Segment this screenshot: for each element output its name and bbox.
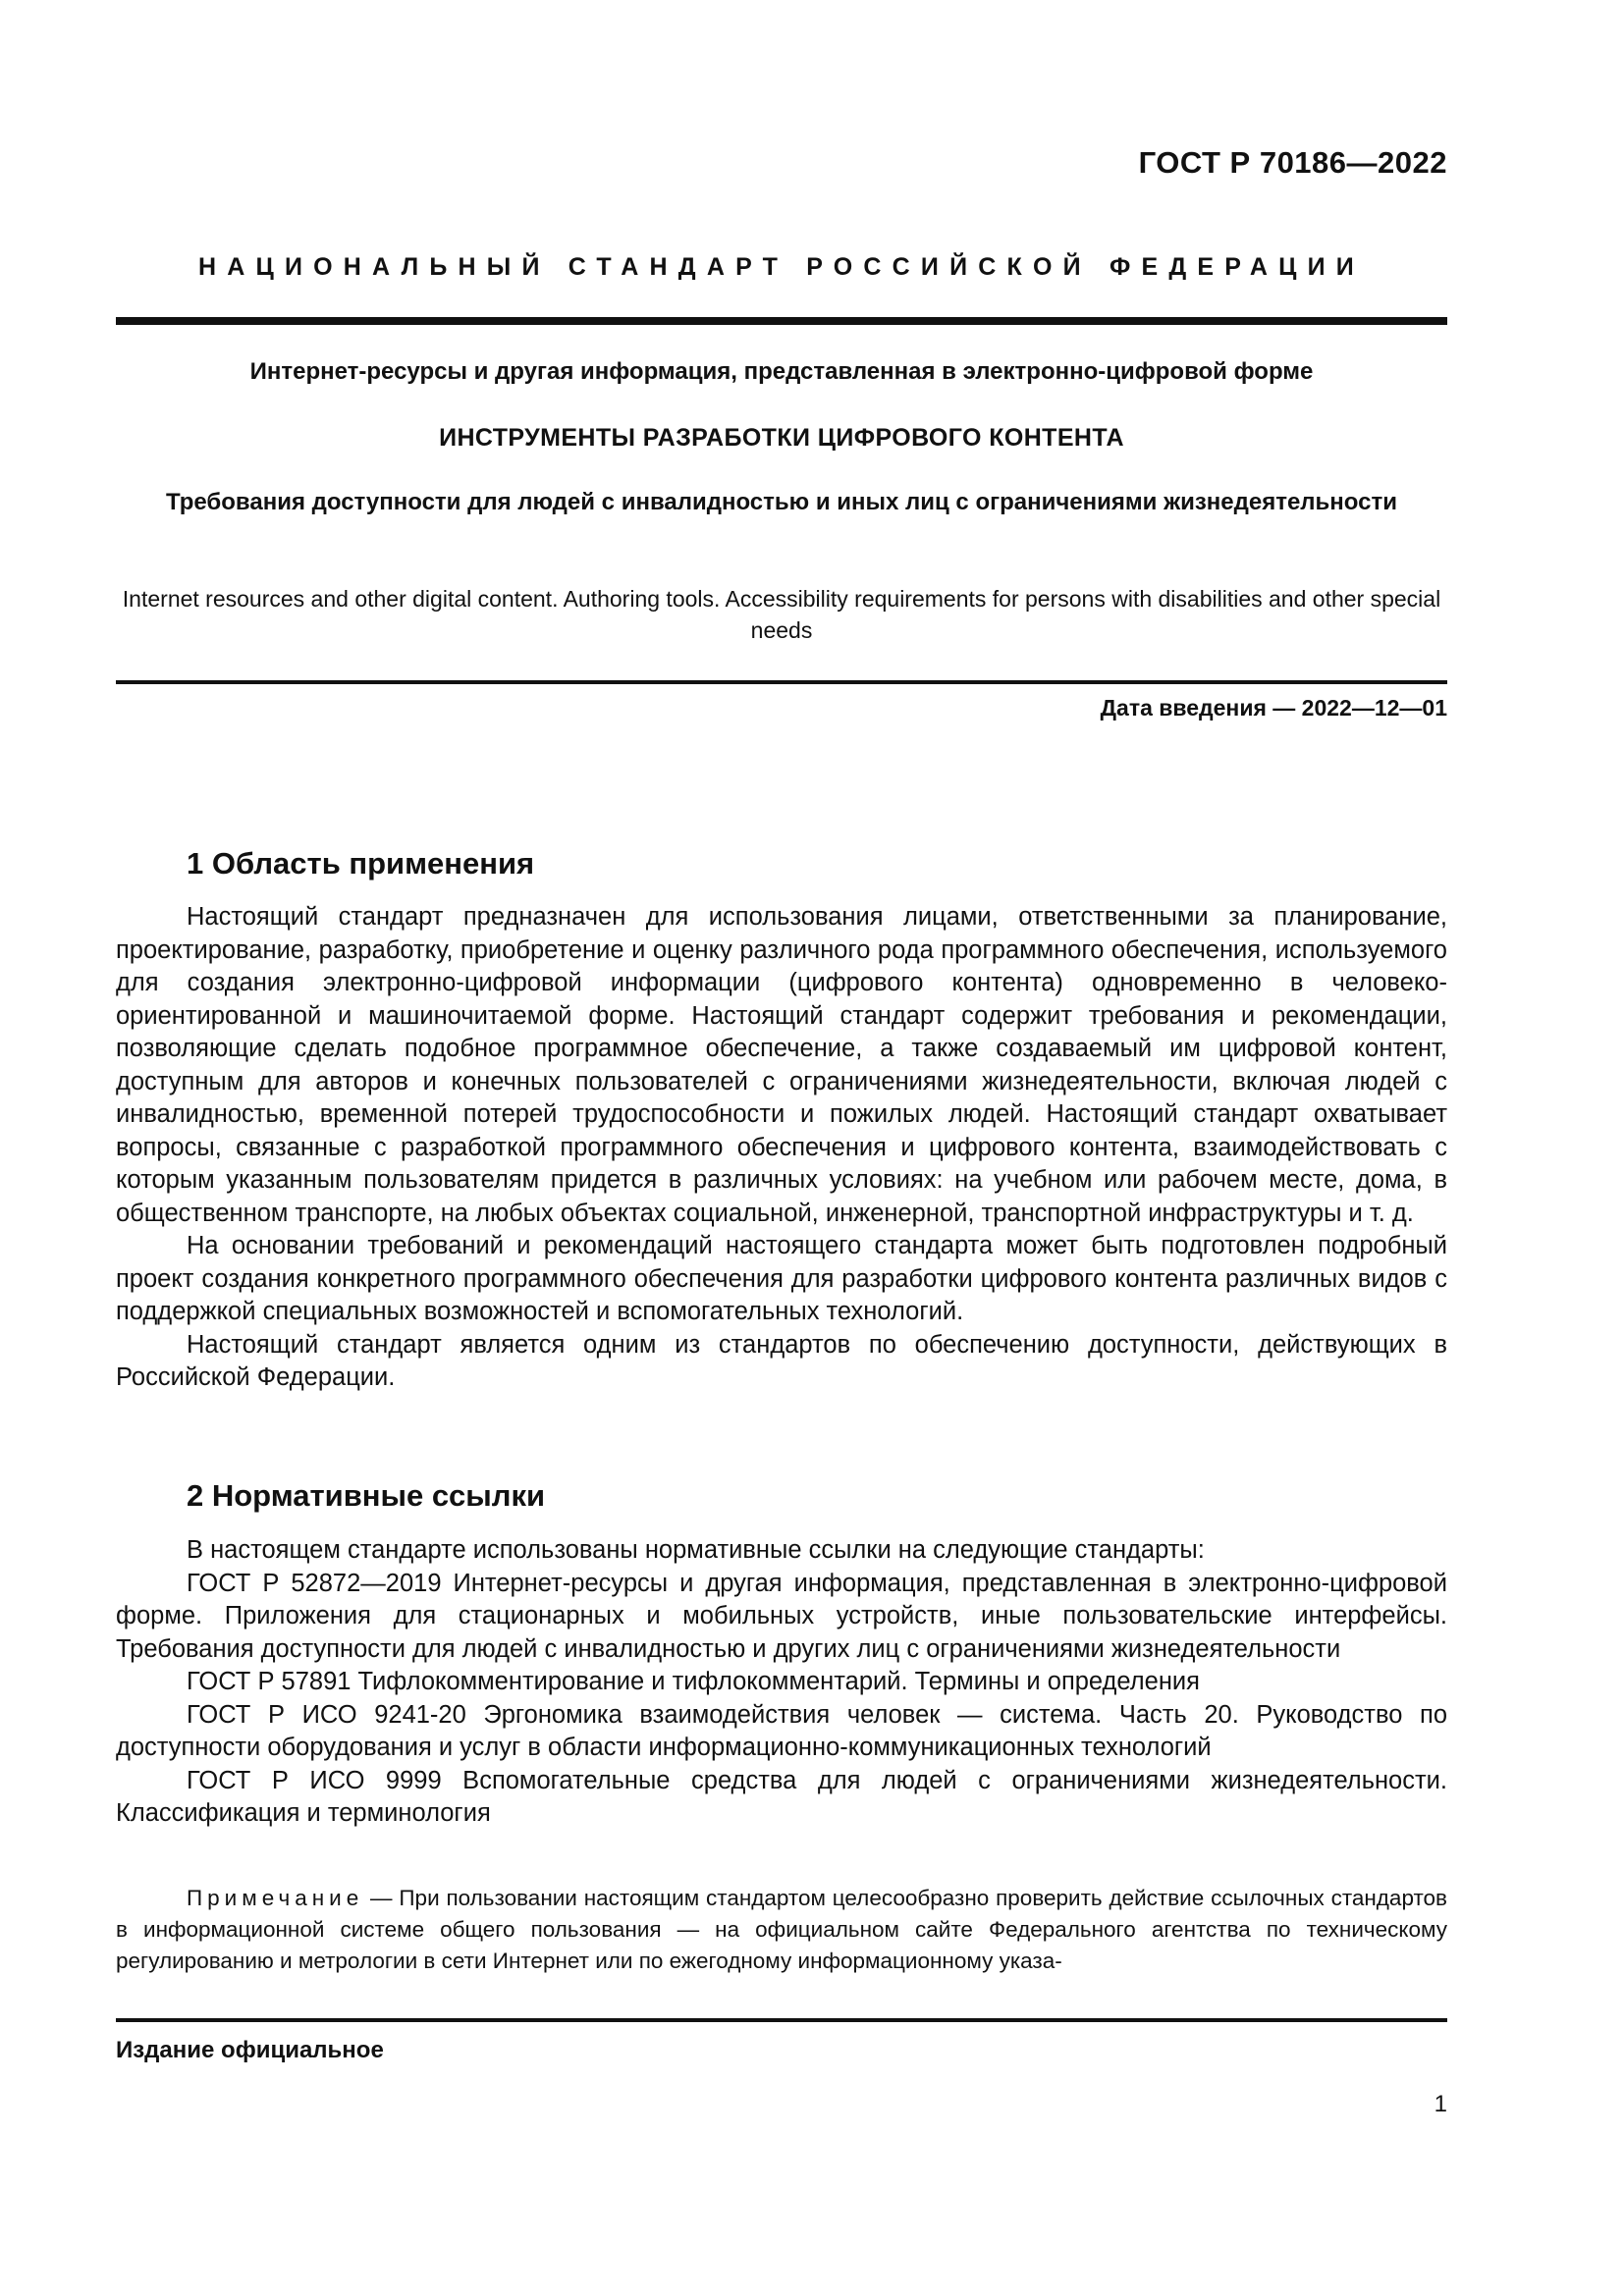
title-english: Internet resources and other digital content. Authoring tools. Accessibility requirements for persons with disabilities and other special needs: [122, 586, 1441, 643]
title-line-1: Интернет-ресурсы и другая информация, представленная в электронно-цифровой форме: [249, 358, 1314, 385]
section-1-body: [116, 901, 1447, 1395]
note-label: Примечание: [187, 1886, 364, 1910]
section-2-body: [116, 1534, 1447, 1831]
reference-item: ГОСТ Р ИСО 9241-20 Эргономика взаимодействия человек — система. Часть 20. Руководство по доступности оборудования и услуг в области информационно-коммуникационных технологий: [116, 1700, 1447, 1761]
edition-label: Издание официальное: [116, 2037, 384, 2063]
reference-item: ГОСТ Р 52872—2019 Интернет-ресурсы и другая информация, представленная в электронно-цифровой форме. Приложения для стационарных и мобильных устройств, иные пользовательские интерфейсы. Требования доступности для людей с инвалидностью и других лиц с ограничениями жизнедеятельности: [116, 1569, 1447, 1663]
paragraph: Настоящий стандарт предназначен для использования лицами, ответственными за планирование, проектирование, разработку, приобретение и оценку различного рода программного обеспечения, используемого для создания электронно-цифровой информации (цифрового контента) одновременно в человеко-ориентированной и машиночитаемой форме. Настоящий стандарт содержит требования и рекомендации, позволяющие сделать подобное программное обеспечение, а также создаваемый им цифровой контент, доступным для авторов и конечных пользователей с ограничениями жизнедеятельности, включая людей с инвалидностью, временной потерей трудоспособности и пожилых людей. Настоящий стандарт охватывает вопросы, связанные с разработкой программного обеспечения и цифрового контента, взаимодействовать с которым указанным пользователям придется в различных условиях: на учебном или рабочем месте, дома, в общественном транспорте, на любых объектах социальной, инженерной, транспортной инфраструктуры и т. д.: [116, 903, 1447, 1227]
introduction-date: Дата введения — 2022—12—01: [1100, 695, 1447, 721]
note: [116, 1883, 1447, 1977]
page-number: 1: [1434, 2091, 1447, 2117]
title-line-3: Требования доступности для людей с инвалидностью и иных лиц с ограничениями жизнедеятельности: [165, 489, 1397, 515]
section-2-heading: 2 Нормативные ссылки: [187, 1478, 546, 1513]
header-rule: [116, 317, 1447, 325]
title-line-2: ИНСТРУМЕНТЫ РАЗРАБОТКИ ЦИФРОВОГО КОНТЕНТА: [439, 424, 1124, 452]
footer-rule: [116, 2018, 1447, 2022]
paragraph: В настоящем стандарте использованы нормативные ссылки на следующие стандарты:: [187, 1536, 1205, 1564]
reference-item: ГОСТ Р ИСО 9999 Вспомогательные средства для людей с ограничениями жизнедеятельности. Классификация и терминология: [116, 1766, 1447, 1827]
section-1-heading: 1 Область применения: [187, 846, 535, 881]
reference-item: ГОСТ Р 57891 Тифлокомментирование и тифлокомментарий. Термины и определения: [187, 1668, 1200, 1695]
national-standard-banner: НАЦИОНАЛЬНЫЙ СТАНДАРТ РОССИЙСКОЙ ФЕДЕРАЦИИ: [198, 253, 1365, 281]
title-rule: [116, 680, 1447, 684]
note-text: — При пользовании настоящим стандартом целесообразно проверить действие ссылочных стандартов в информационной системе общего пользования — на официальном сайте Федерального агентства по техническому регулированию и метрологии в сети Интернет или по ежегодному информационному указа-: [116, 1886, 1447, 1973]
document-number: ГОСТ Р 70186—2022: [1138, 145, 1447, 180]
paragraph: Настоящий стандарт является одним из стандартов по обеспечению доступности, действующих в Российской Федерации.: [116, 1330, 1447, 1391]
paragraph: На основании требований и рекомендаций настоящего стандарта может быть подготовлен подробный проект создания конкретного программного обеспечения для разработки цифрового контента различных видов с поддержкой специальных возможностей и вспомогательных технологий.: [116, 1232, 1447, 1325]
